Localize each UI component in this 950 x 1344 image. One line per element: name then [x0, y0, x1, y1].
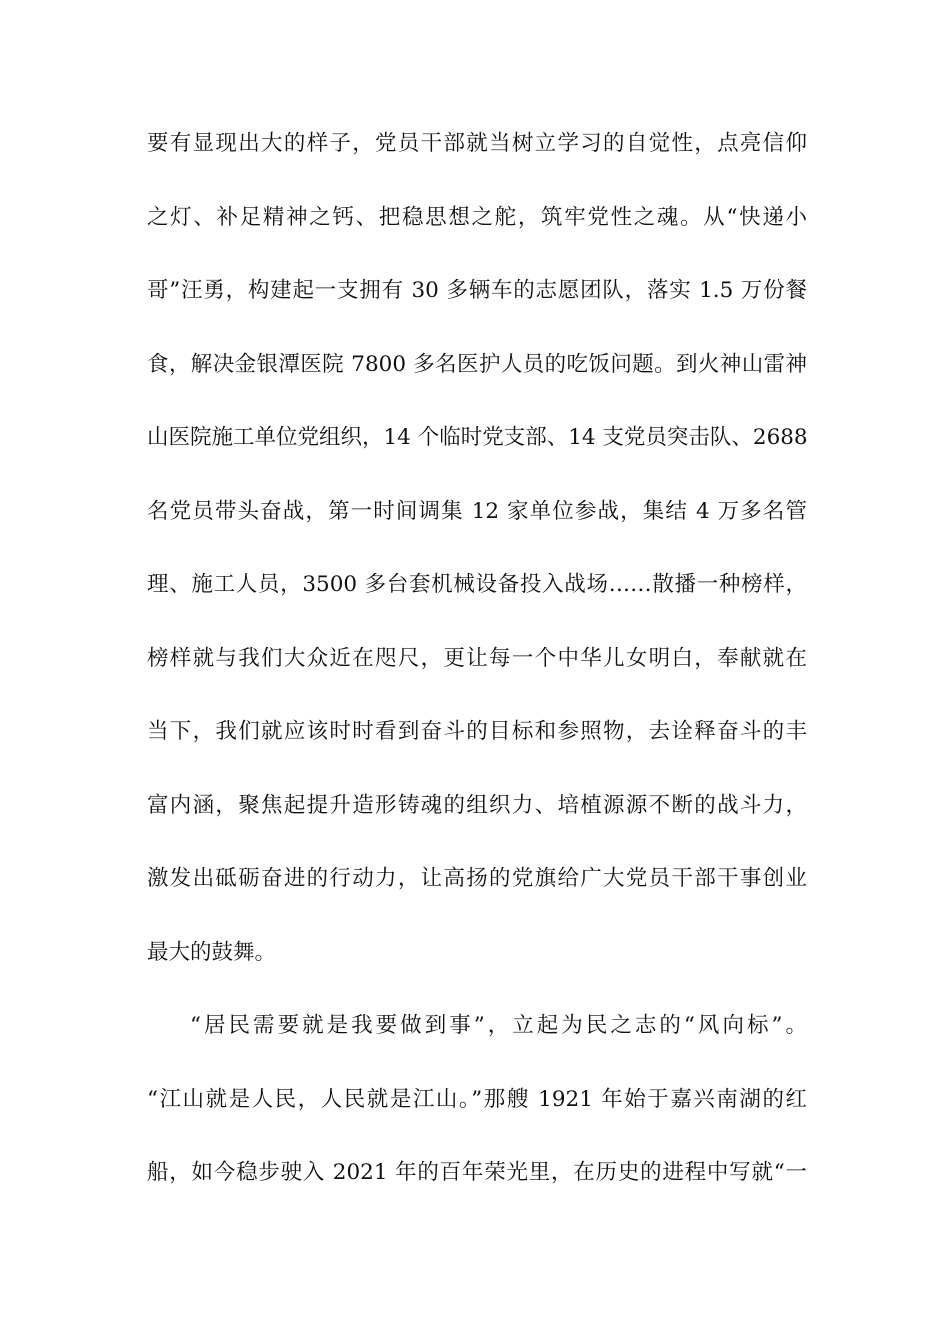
- paragraph-end-line: 最大的鼓舞。: [147, 939, 277, 965]
- text-line: 名党员带头奋战，第一时间调集 12 家单位参战，集结 4 万多名管: [147, 498, 807, 524]
- text-line: 船，如今稳步驶入 2021 年的百年荣光里，在历史的进程中写就“一: [147, 1160, 807, 1185]
- text-line: 富内涵，聚焦起提升造形铸魂的组织力、培植源源不断的战斗力，: [147, 792, 807, 818]
- text-line: 榜样就与我们大众近在咫尺，更让每一个中华儿女明白，奉献就在: [147, 645, 807, 671]
- text-line: “江山就是人民，人民就是江山。”那艘 1921 年始于嘉兴南湖的红: [147, 1086, 807, 1112]
- text-line: 激发出砥砺奋进的行动力，让高扬的党旗给广大党员干部干事创业: [147, 866, 807, 891]
- paragraph-heading-line: “居民需要就是我要做到事”，立起为民之志的“风向标”。: [190, 1013, 807, 1038]
- text-line: 哥”汪勇，构建起一支拥有 30 多辆车的志愿团队，落实 1.5 万份餐: [147, 278, 807, 303]
- text-line: 食，解决金银潭医院 7800 多名医护人员的吃饭问题。到火神山雷神: [147, 351, 807, 377]
- text-line: 理、施工人员，3500 多台套机械设备投入战场……散播一种榜样，: [147, 572, 807, 597]
- text-line: 山医院施工单位党组织，14 个临时党支部、14 支党员突击队、2688: [147, 425, 808, 450]
- text-line: 之灯、补足精神之钙、把稳思想之舵，筑牢党性之魂。从“快递小: [147, 204, 807, 230]
- text-line: 当下，我们就应该时时看到奋斗的目标和参照物，去诠释奋斗的丰: [147, 719, 807, 744]
- text-line: 要有显现出大的样子，党员干部就当树立学习的自觉性，点亮信仰: [147, 131, 807, 156]
- body-text: [147, 124, 807, 1227]
